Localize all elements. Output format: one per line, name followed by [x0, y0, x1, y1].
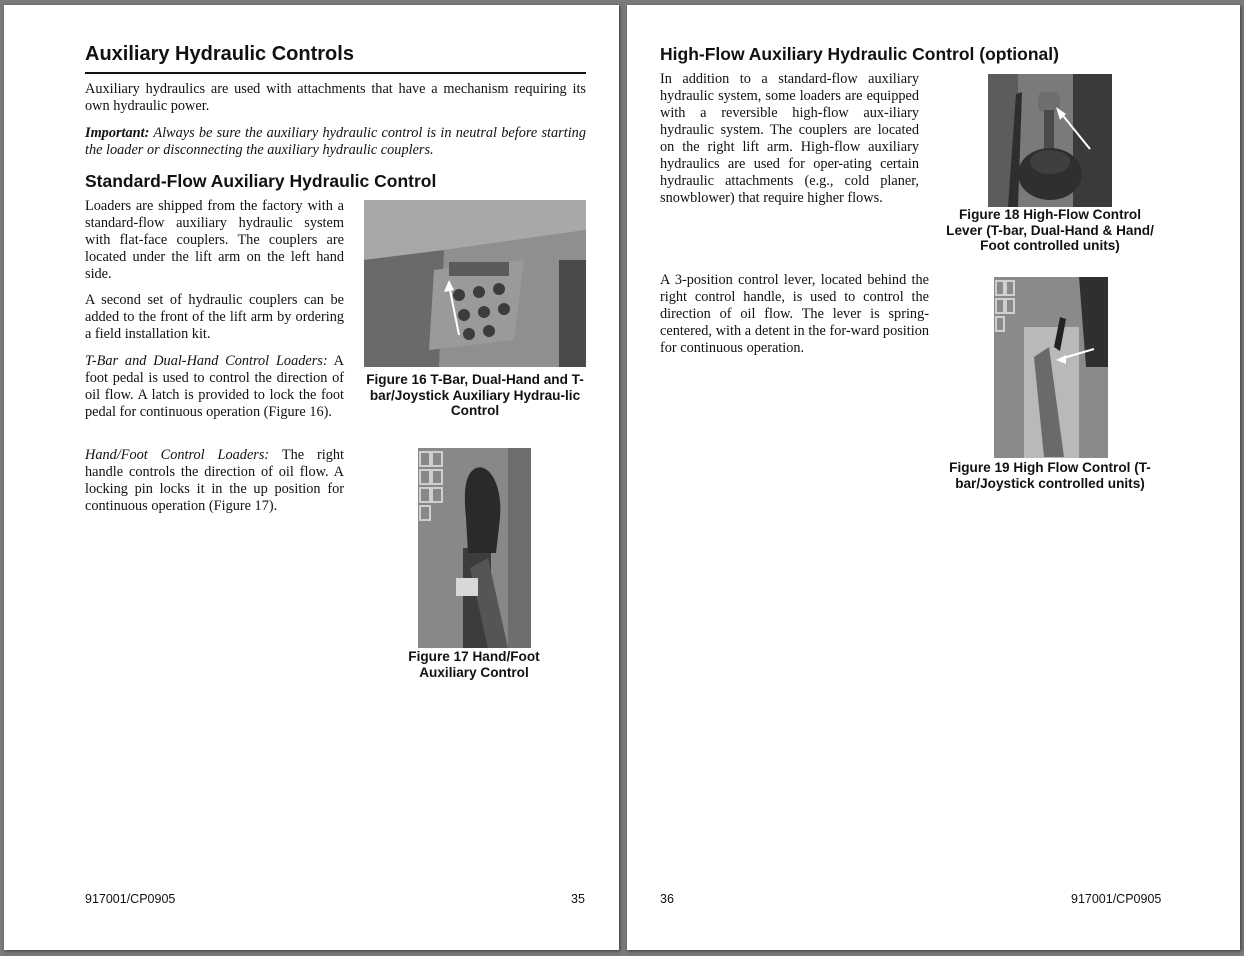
hand-foot-lead: Hand/Foot Control Loaders:	[85, 447, 270, 463]
paragraph-second-set: A second set of hydraulic couplers can be added to the front of the lift arm by ordering a field installation kit.	[85, 292, 344, 342]
footer-page-number: 35	[571, 892, 585, 906]
left-page	[4, 5, 619, 950]
paragraph-high-flow: In addition to a standard-flow auxiliary hydraulic system, some loaders are equipped with a reversible high-flow aux-iliary hydraulic system. The couplers are located on the right lift arm. High-flow auxiliary hydraulics are used for oper-ating certain hydraulic attachments (e.g., cold planer, snowblower) that require higher flows.	[660, 71, 919, 206]
tbar-text: A foot pedal is used to control the direction of oil flow. A latch is provided to lock the foot pedal for continuous operation (Figure 16).	[85, 353, 344, 420]
figure-18-photo	[988, 74, 1112, 207]
right-page	[627, 5, 1240, 950]
important-label: Important:	[85, 125, 150, 141]
tbar-lead: T-Bar and Dual-Hand Control Loaders:	[85, 353, 328, 369]
figure-16-photo	[364, 200, 586, 367]
footer-page-number: 36	[660, 892, 674, 906]
footer-doc-number: 917001/CP0905	[85, 892, 176, 906]
footer-doc-number: 917001/CP0905	[1071, 892, 1162, 906]
important-note	[85, 125, 586, 159]
paragraph-hand-foot	[85, 447, 344, 515]
figure-17-caption: Figure 17 Hand/Foot Auxiliary Control	[408, 649, 540, 680]
figure-16-caption: Figure 16 T-Bar, Dual-Hand and T-bar/Joystick Auxiliary Hydrau-lic Control	[366, 372, 584, 419]
figure-19-caption: Figure 19 High Flow Control (T-bar/Joystick controlled units)	[949, 460, 1151, 491]
paragraph-tbar	[85, 353, 344, 421]
intro-paragraph: Auxiliary hydraulics are used with attachments that have a mechanism requiring its own hydraulic power.	[85, 81, 586, 114]
important-text: Always be sure the auxiliary hydraulic control is in neutral before starting the loader or disconnecting the auxiliary hydraulic couplers.	[85, 125, 586, 158]
figure-17-photo	[418, 448, 531, 648]
section-title-standard-flow: Standard-Flow Auxiliary Hydraulic Control	[85, 171, 437, 191]
figure-19-photo	[994, 277, 1108, 458]
page-title: Auxiliary Hydraulic Controls	[85, 43, 354, 65]
paragraph-control-lever: A 3-position control lever, located behind the right control handle, is used to control the direction of oil flow. The lever is spring-centered, with a detent in the for-ward position for continuous operation.	[660, 272, 929, 356]
section-title-high-flow: High-Flow Auxiliary Hydraulic Control (optional)	[660, 44, 1059, 64]
hand-foot-text: The right handle controls the direction of oil flow. A locking pin locks it in the up position for continuous operation (Figure 17).	[85, 447, 345, 514]
title-rule	[85, 72, 586, 74]
paragraph-shipping: Loaders are shipped from the factory with a standard-flow auxiliary hydraulic system with flat-face couplers. The couplers are located under the lift arm on the left hand side.	[85, 198, 344, 282]
figure-18-caption: Figure 18 High-Flow Control Lever (T-bar, Dual-Hand & Hand/ Foot controlled units)	[946, 207, 1154, 254]
